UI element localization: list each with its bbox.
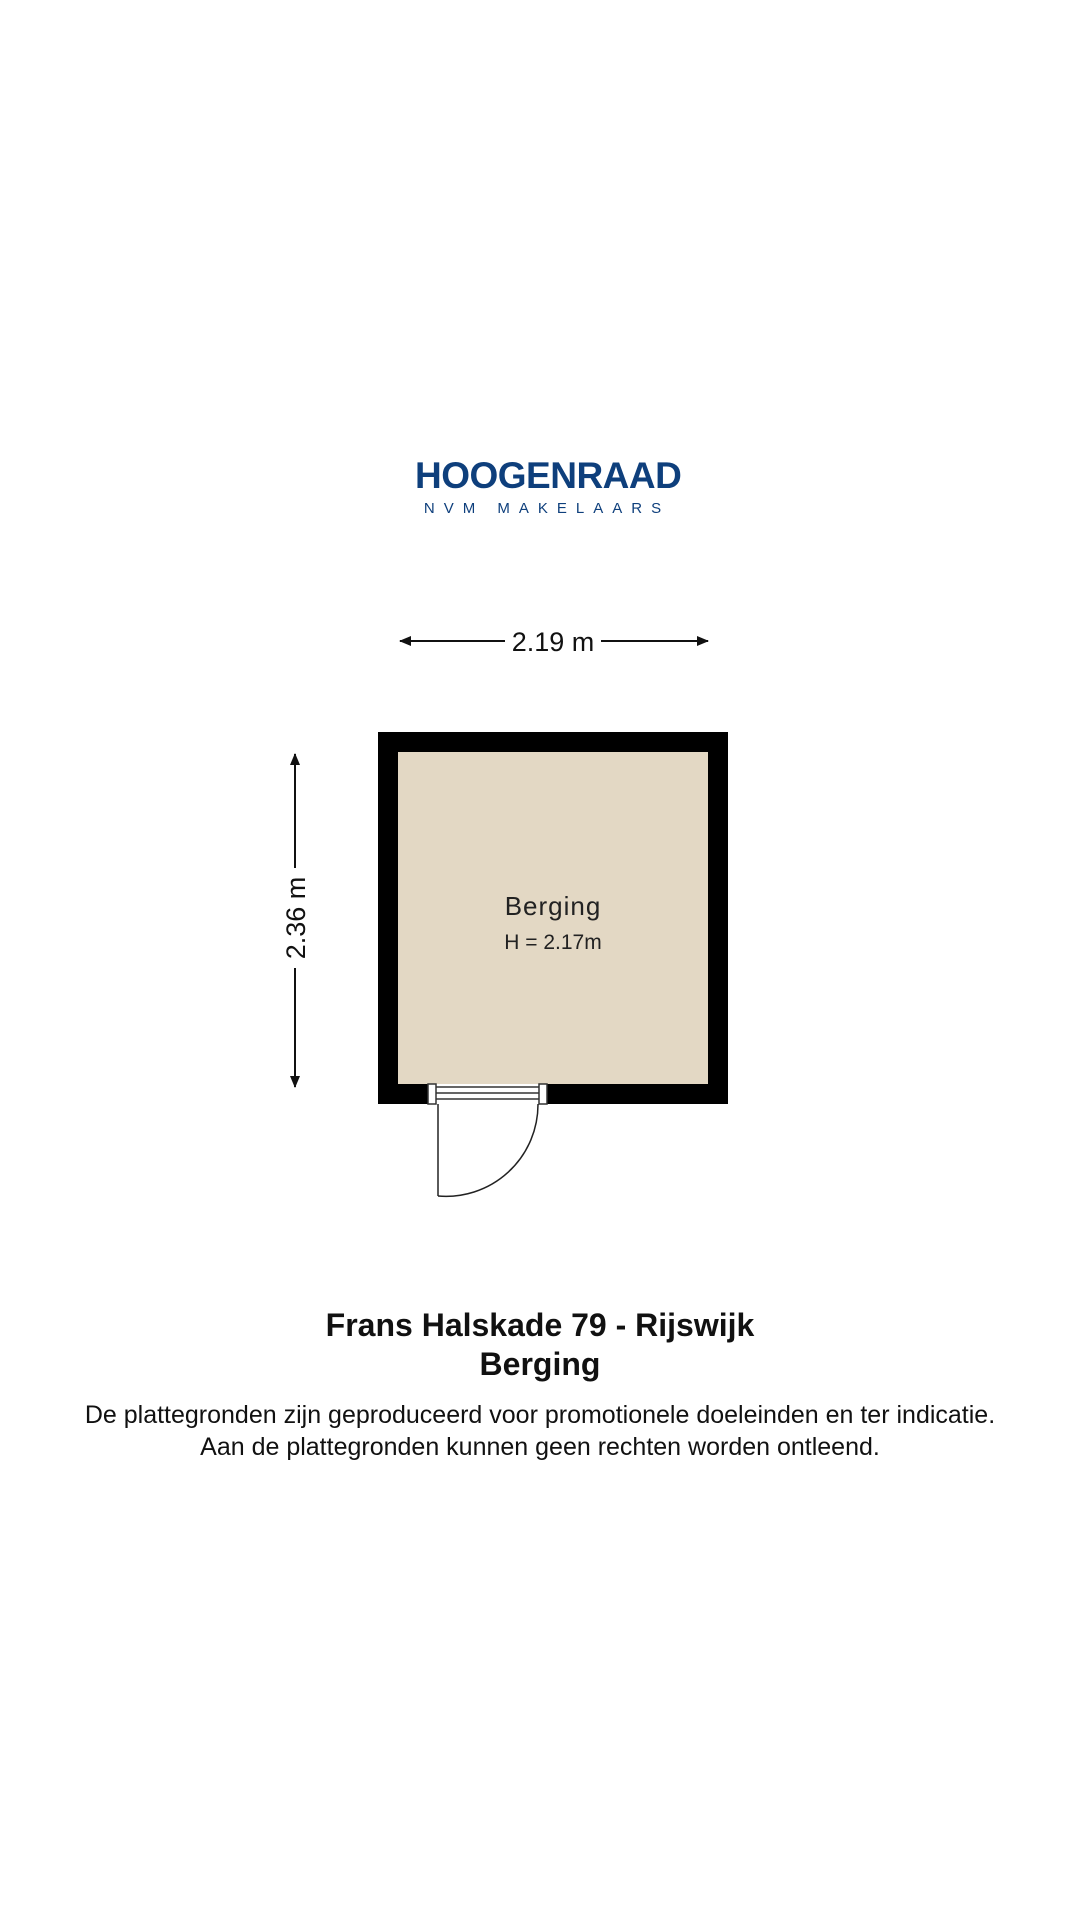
door-threshold xyxy=(428,1084,547,1104)
room-name: Berging xyxy=(504,891,602,921)
width-dimension xyxy=(400,627,708,657)
floor-subtitle: Berging xyxy=(479,1346,601,1382)
room-height: H = 2.17m xyxy=(504,931,602,954)
address-title: Frans Halskade 79 - Rijswijk xyxy=(325,1307,755,1343)
disclaimer-line-2: Aan de plattegronden kunnen geen rechten worden ontleend. xyxy=(200,1433,880,1461)
logo-tagline: NVM MAKELAARS xyxy=(423,500,671,517)
depth-label: 2.36 m xyxy=(281,876,311,960)
width-label: 2.19 m xyxy=(511,627,595,657)
room-berging xyxy=(378,732,728,1196)
disclaimer-line-1: De plattegronden zijn geproduceerd voor promotionele doeleinden en ter indicatie. xyxy=(84,1401,996,1429)
door-swing xyxy=(438,1104,538,1196)
depth-dimension xyxy=(281,754,311,1087)
disclaimer xyxy=(0,1399,1080,1463)
door-arc xyxy=(438,1104,538,1196)
logo-wordmark: HOOGENRAAD xyxy=(415,455,682,496)
